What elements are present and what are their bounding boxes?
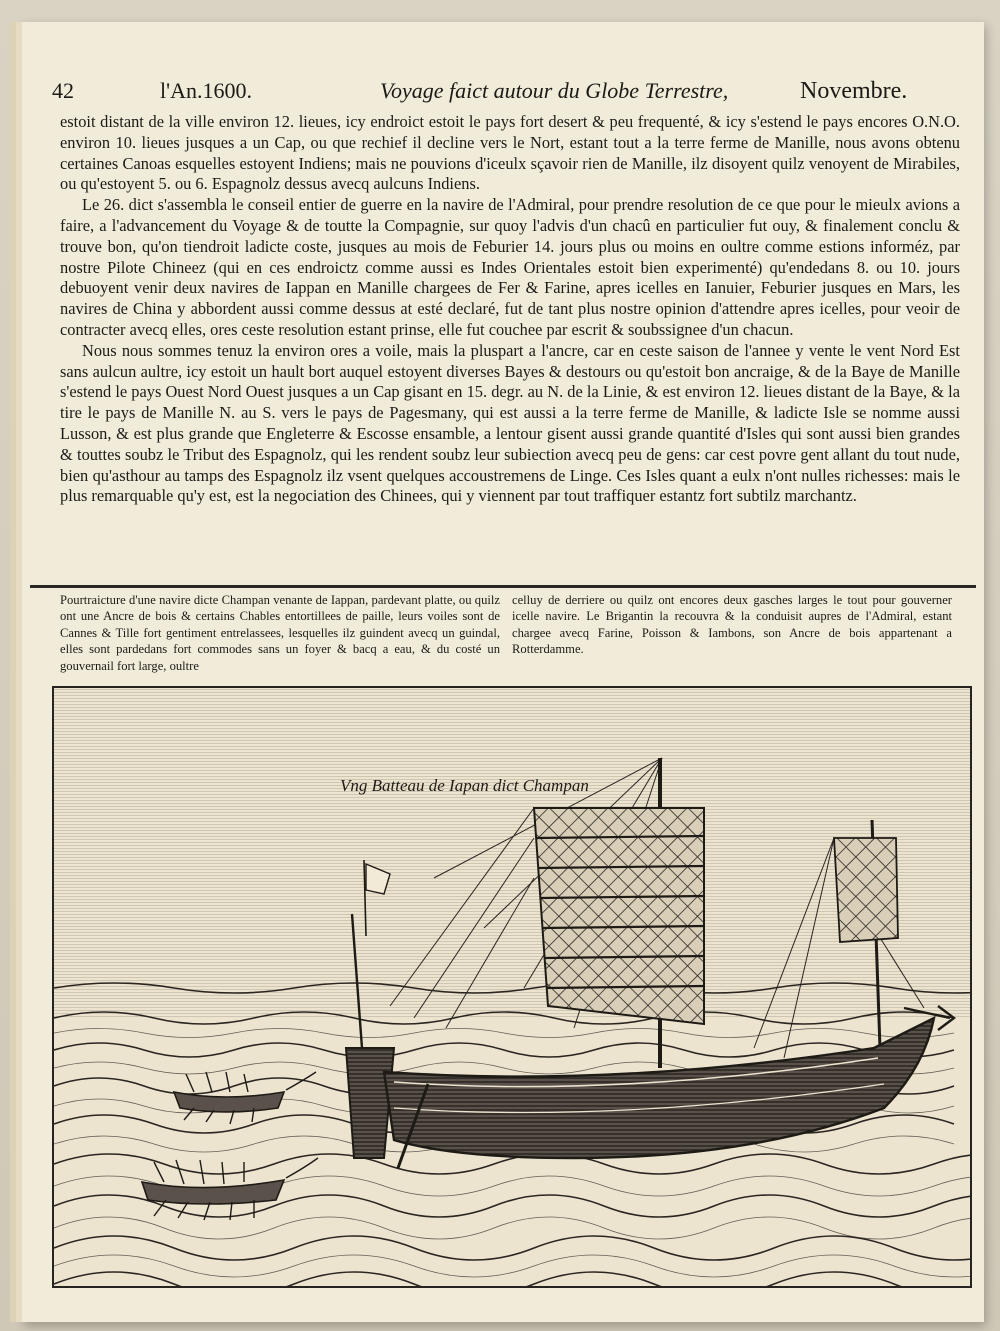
year-label: l'An.1600. [160, 78, 252, 103]
main-sail [534, 808, 704, 1024]
rowing-boat-lower [142, 1158, 318, 1220]
stern-castle [346, 1048, 394, 1158]
engraving-plate [52, 686, 972, 1288]
month-label: Novembre. [800, 78, 908, 104]
main-text [60, 112, 960, 507]
fore-sail [834, 838, 898, 942]
plate-title: Vng Batteau de Iapan dict Champan [340, 776, 589, 795]
rowing-boat-upper [174, 1072, 316, 1124]
sky-hatching [54, 688, 970, 1018]
paragraph-3: Nous nous sommes tenuz la environ ores a voile, mais la pluspart a l'ancre, car en ceste saison de l'annee y vente le vent Nord Est sans aulcun aultre, icy estoit un hault bort auquel estoyent diverses Bayes & destours ou qu'estoit bon ancraige, & de la Baye de Manille s'estend le pays Ouest Nord Ouest jusques a un Cap gisant en 15. degr. au N. de la Linie, & est environ 12. lieues distant de la Baye, & la tire le pays de Manille N. au S. vers le pays de Pagesmany, qui est aussi a la terre ferme de Manille, & ladicte Isle se nomme aussi Lusson, & est plus grande que Engleterre & Escosse ensamble, a lentour gisent aussi grande quantité d'Isles qui sont aussi bien grandes & touttes soubz le Tribut des Espagnolz, qui les rendent soubz leur subiection avecq peu de gens: car cest povre gent allant du tout nude, bien qu'asthour au tamps des Espagnolz ilz vsent quelques accoustremens de Linge. Ces Isles quant a eulx n'ont nulles richesses: mais le plus remarquable qu'y est, est la negociation des Chinees, qui y viennent par tout traffiquer estantz fort subtilz marchantz. [60, 340, 960, 506]
running-title: Voyage faict autour du Globe Terrestre, [380, 78, 729, 103]
caption-left-column: Pourtraicture d'une navire dicte Champan venante de Iappan, pardevant platte, ou quilz ont une Ancre de bois & certains Chables entortillees de paille, leurs voiles sont de Cannes & Tille fort gentiment entrelassees, lesquelles ilz guindent avecq un guindal, elles sont pardedans fort commodes sans un foyer & bacq a eau, & du costé un gouvernail fort large, oultre [60, 593, 500, 673]
paragraph-2: Le 26. dict s'assembla le conseil entier de guerre en la navire de l'Admiral, pour prendre resolution de ce que pour le mieulx avions a faire, a l'advancement du Voyage & de toutte la Compagnie, sur quoy l'advis d'un chacû en particulier fut ouy, & finalement conclu & trouve bon, qu'on tiendroit ladicte coste, jusques au mois de Feburier 14. jours plus ou moins en oultre comme estions informéz, par nostre Pilote Chineez (qui en ces endroictz comme aussi es Indes Orientales estoit bien experimenté) qu'endedans 8. ou 10. jours debuoyent venir deux navires de Iappan en Manille chargees de Fer & Farine, apres icelles en Ianuier, Feburier jusques en Mars, les navires de China y abbordent aussi comme dessus at esté declaré, fut de tant plus nostre opinion d'attendre apres icelles, pour veoir de contracter avecq elles, ores ceste resolution estant prinse, elle fut couchee par escrit & soubssignee d'un chacun. [60, 195, 960, 339]
running-header [52, 78, 952, 112]
paragraph-1: estoit distant de la ville environ 12. lieues, icy endroict estoit le pays fort desert & peu frequenté, & icy s'estend le pays encores O.N.O. environ 10. lieues jusques a un Cap, ou que rechief il decline vers le Nort, estant tout a la terre ferme de Manille, nous avons obtenu certaines Canoas esquelles estoyent Indiens; mais ne pouvions d'iceulx sçavoir rien de Manille, ilz disoyent quilz venoyent de Mirabiles, ou qu'estoyent 5. ou 6. Espagnolz dessus avecq aulcuns Indiens. [60, 112, 960, 194]
page-number: 42 [52, 78, 74, 103]
caption-right-column: celluy de derriere ou quilz ont encores deux gasches larges le tout pour gouverner icelle navire. Le Brigantin la recouvra & la conduisit aupres de l'Admiral, estant chargee avecq Farine, Poisson & Iambons, son Ancre de bois appartenant a Rotterdamme. [512, 593, 952, 657]
section-divider [30, 585, 976, 588]
